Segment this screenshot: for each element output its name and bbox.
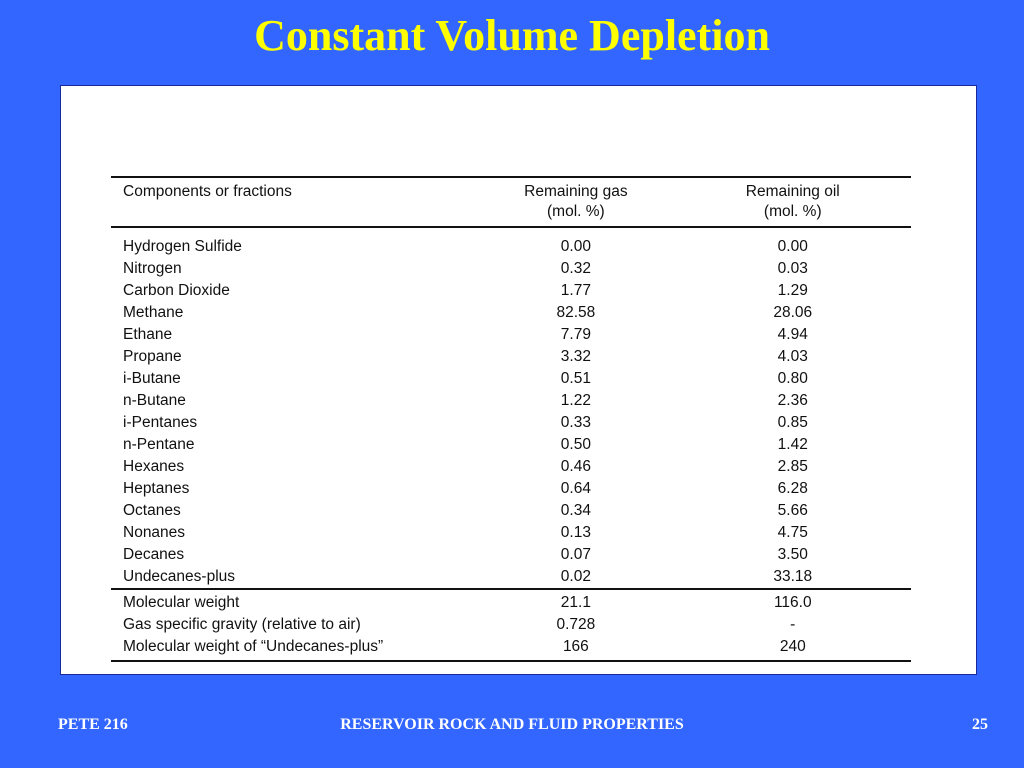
- components-body: [111, 227, 911, 589]
- header-remaining-gas: [477, 177, 674, 227]
- cell-oil: 4.75: [777, 524, 808, 541]
- cell-oil: 28.06: [773, 304, 813, 321]
- cell-oil: 3.50: [777, 546, 808, 563]
- cell-oil: 4.94: [777, 326, 808, 343]
- cell-oil: -: [790, 616, 796, 633]
- properties-body: [111, 589, 911, 661]
- cell-gas: 0.33: [560, 414, 591, 431]
- table-row: [111, 500, 911, 522]
- cell-gas: 1.77: [560, 282, 591, 299]
- header-gas-line2: (mol. %): [547, 203, 605, 220]
- cell-oil: 4.03: [777, 348, 808, 365]
- table-row: [111, 478, 911, 500]
- footer-course-title: RESERVOIR ROCK AND FLUID PROPERTIES: [340, 716, 684, 733]
- cell-name: i-Butane: [123, 370, 181, 387]
- cell-name: Nitrogen: [123, 260, 182, 277]
- table-panel: [60, 85, 977, 675]
- cell-name: Ethane: [123, 326, 173, 343]
- cell-name: Heptanes: [123, 480, 190, 497]
- cell-gas: 0.64: [560, 480, 591, 497]
- cell-name: Decanes: [123, 546, 185, 563]
- cell-name: n-Butane: [123, 392, 186, 409]
- slide-title: Constant Volume Depletion: [254, 11, 770, 60]
- table-row: [111, 324, 911, 346]
- cell-gas: 3.32: [560, 348, 591, 365]
- cell-gas: 21.1: [560, 594, 591, 611]
- cell-gas: 0.50: [560, 436, 591, 453]
- table-row: [111, 566, 911, 589]
- table-row: [111, 280, 911, 302]
- cell-gas: 0.46: [560, 458, 591, 475]
- cell-oil: 2.36: [777, 392, 808, 409]
- cell-name: i-Pentanes: [123, 414, 198, 431]
- table-row: [111, 368, 911, 390]
- header-oil-line2: (mol. %): [763, 203, 822, 220]
- cell-oil: 0.00: [777, 238, 808, 255]
- cell-name: Hexanes: [123, 458, 185, 475]
- cell-gas: 1.22: [560, 392, 591, 409]
- cell-gas: 0.02: [560, 568, 591, 585]
- cell-name: Propane: [123, 348, 182, 365]
- cell-gas: 0.32: [560, 260, 591, 277]
- cell-gas: 0.00: [560, 238, 591, 255]
- header-oil-line1: Remaining oil: [745, 183, 840, 200]
- table-row: [111, 614, 911, 636]
- cell-name: Undecanes-plus: [123, 568, 236, 585]
- cell-oil: 116.0: [773, 594, 812, 611]
- cell-name: Methane: [123, 304, 184, 321]
- cell-gas: 0.51: [560, 370, 591, 387]
- table-row: [111, 258, 911, 280]
- cell-gas: 166: [562, 638, 589, 655]
- header-components: Components or fractions: [123, 183, 292, 200]
- cell-name: Carbon Dioxide: [123, 282, 230, 299]
- table-row: [111, 412, 911, 434]
- cell-oil: 0.85: [777, 414, 808, 431]
- cell-oil: 1.42: [777, 436, 808, 453]
- table-row: [111, 346, 911, 368]
- cell-oil: 33.18: [773, 568, 813, 585]
- cell-oil: 6.28: [777, 480, 808, 497]
- cell-gas: 0.728: [556, 616, 596, 633]
- cell-gas: 0.13: [560, 524, 591, 541]
- table-row: [111, 227, 911, 258]
- table-row: [111, 589, 911, 614]
- table-row: [111, 456, 911, 478]
- table-row: [111, 636, 911, 661]
- cell-oil: 2.85: [777, 458, 808, 475]
- cell-oil: 0.03: [777, 260, 808, 277]
- cell-name: Hydrogen Sulfide: [123, 238, 242, 255]
- table-row: [111, 544, 911, 566]
- header-gas-line1: Remaining gas: [524, 183, 628, 200]
- cell-name: Molecular weight of “Undecanes-plus”: [123, 638, 384, 655]
- cell-gas: 0.07: [560, 546, 591, 563]
- cell-name: Nonanes: [123, 524, 186, 541]
- cell-oil: 0.80: [777, 370, 808, 387]
- cell-oil: 5.66: [777, 502, 808, 519]
- table-row: [111, 390, 911, 412]
- composition-table: [111, 176, 911, 662]
- footer-course: PETE 216: [58, 716, 128, 733]
- header-remaining-oil: [675, 177, 911, 227]
- cell-oil: 240: [779, 638, 806, 655]
- table-row: [111, 434, 911, 456]
- cell-gas: 0.34: [560, 502, 591, 519]
- table-row: [111, 302, 911, 324]
- footer-page-number: 25: [972, 716, 988, 733]
- cell-name: Molecular weight: [123, 594, 240, 611]
- cell-oil: 1.29: [777, 282, 808, 299]
- table-header-row: [111, 177, 911, 227]
- cell-name: Octanes: [123, 502, 181, 519]
- cell-gas: 7.79: [560, 326, 591, 343]
- table-row: [111, 522, 911, 544]
- cell-gas: 82.58: [556, 304, 596, 321]
- cell-name: n-Pentane: [123, 436, 195, 453]
- cell-name: Gas specific gravity (relative to air): [123, 616, 361, 633]
